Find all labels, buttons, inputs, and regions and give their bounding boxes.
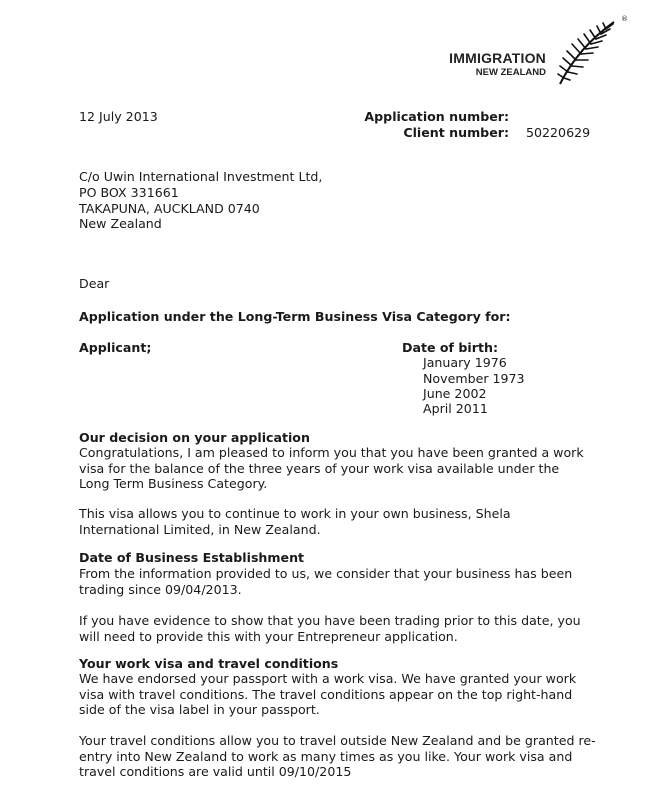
logo-title: IMMIGRATION <box>449 50 546 66</box>
travel-paragraph-1: We have endorsed your passport with a work visa. We have granted your work visa with travel conditions. The travel conditions appear on the top right-hand side of the visa label in your passport. <box>79 671 577 717</box>
applicant-label: Applicant; <box>79 340 152 355</box>
address-line-1: C/o Uwin International Investment Ltd, <box>79 169 323 184</box>
decision-paragraph-1: Congratulations, I am pleased to inform you that you have been granted a work visa for the balance of the three years of your work visa available under the Long Term Business Category. <box>79 445 584 491</box>
salutation: Dear <box>79 276 110 291</box>
subject-line: Application under the Long-Term Business Visa Category for: <box>79 309 511 324</box>
address-line-4: New Zealand <box>79 216 162 231</box>
travel-heading: Your work visa and travel conditions <box>79 656 339 671</box>
dob-item: November 1973 <box>423 371 525 386</box>
establishment-heading: Date of Business Establishment <box>79 550 305 565</box>
establishment-paragraph-1: From the information provided to us, we consider that your business has been trading since 09/04/2013. <box>79 566 573 597</box>
immigration-nz-logo <box>434 50 546 78</box>
application-number-label: Application number: <box>364 109 509 124</box>
letter-date: 12 July 2013 <box>79 109 158 124</box>
client-number-label: Client number: <box>403 125 509 140</box>
travel-paragraph-2: Your travel conditions allow you to travel outside New Zealand and be granted re-entry into New Zealand to work as many times as you like. Your work visa and travel conditions are valid until 09/10/2015 <box>79 733 596 779</box>
fern-icon <box>548 16 620 88</box>
client-number-value: 50220629 <box>526 125 591 140</box>
decision-paragraph-2: This visa allows you to continue to work in your own business, Shela International Limited, in New Zealand. <box>79 506 511 537</box>
decision-heading: Our decision on your application <box>79 430 310 445</box>
logo-subtitle: NEW ZEALAND <box>475 67 546 78</box>
registered-mark: ® <box>621 15 628 23</box>
dob-item: April 2011 <box>423 401 488 416</box>
address-line-2: PO BOX 331661 <box>79 185 179 200</box>
establishment-paragraph-2: If you have evidence to show that you have been trading prior to this date, you will need to provide this with your Entrepreneur application. <box>79 613 581 644</box>
dob-label: Date of birth: <box>402 340 498 355</box>
address-line-3: TAKAPUNA, AUCKLAND 0740 <box>79 201 260 216</box>
dob-item: January 1976 <box>423 355 507 370</box>
dob-item: June 2002 <box>423 386 487 401</box>
